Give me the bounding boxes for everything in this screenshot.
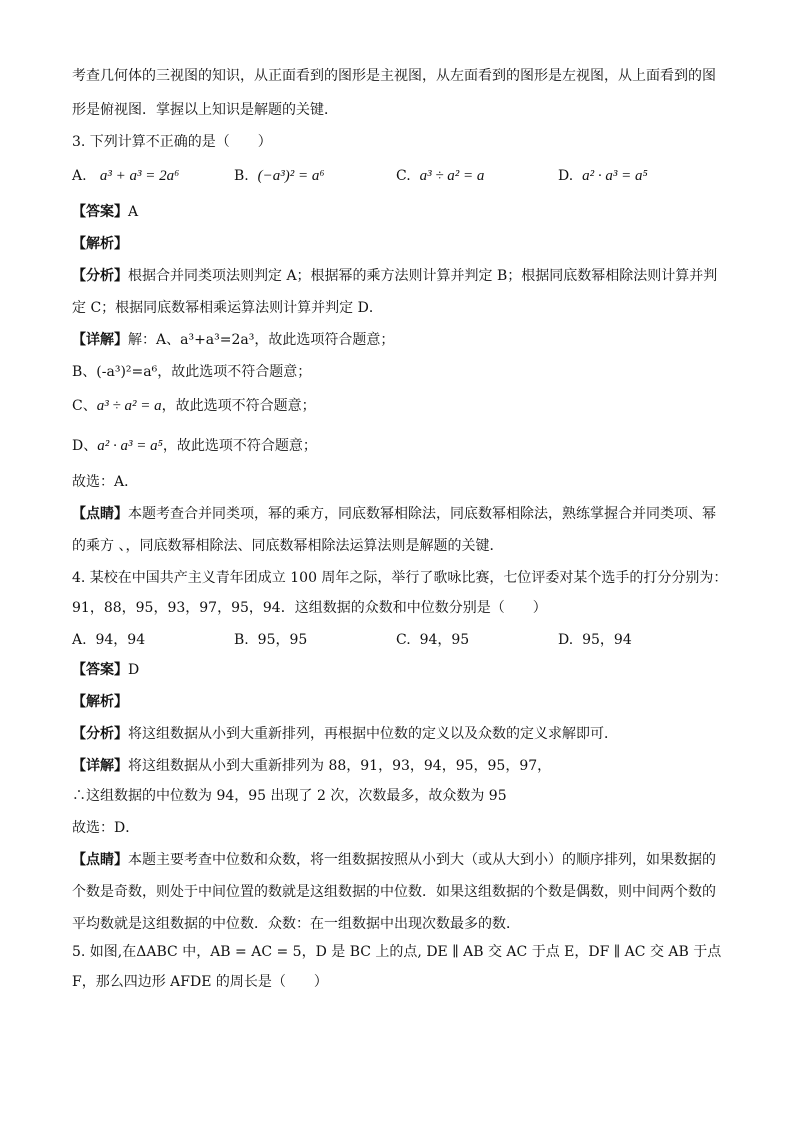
q3-option-b: B. (−a³)² = a⁶ bbox=[234, 168, 325, 184]
q3-comment-line-1: 【点睛】本题考查合并同类项，幂的乘方，同底数幂相除法，同底数幂相除法，熟练掌握合并同类项、幂 bbox=[72, 506, 716, 522]
q5-stem-line-2: F，那么四边形 AFDE 的周长是（ ） bbox=[72, 974, 328, 990]
q4-option-a: A. 94，94 bbox=[72, 632, 146, 648]
q4-therefore: ∴这组数据的中位数为 94，95 出现了 2 次，次数最多，故众数为 95 bbox=[72, 788, 507, 804]
q3-jiexi-heading: 【解析】 bbox=[72, 236, 128, 252]
q4-stem-line-1: 4. 某校在中国共产主义青年团成立 100 周年之际，举行了歌咏比赛，七位评委对某个选手的打分分别为： bbox=[72, 570, 728, 586]
q3-detail-line-1: 【详解】解：A、a³+a³=2a³，故此选项符合题意； bbox=[72, 332, 395, 348]
q4-choose: 故选：D． bbox=[72, 820, 140, 836]
q3-detail-line-c: C、a³ ÷ a² = a，故此选项不符合题意； bbox=[72, 398, 316, 414]
q4-analysis: 【分析】将这组数据从小到大重新排列，再根据中位数的定义以及众数的定义求解即可． bbox=[72, 726, 618, 742]
q3-answer: 【答案】A bbox=[72, 204, 139, 220]
q3-detail-line-d: D、a² · a³ = a⁵，故此选项不符合题意； bbox=[72, 438, 317, 454]
q4-comment-line-2: 个数是奇数，则处于中间位置的数就是这组数据的中位数．如果这组数据的个数是偶数，则中间两个数的 bbox=[72, 884, 716, 900]
q4-answer: 【答案】D bbox=[72, 662, 140, 678]
q3-analysis-line-1: 【分析】根据合并同类项法则判定 A；根据幂的乘方法则计算并判定 B；根据同底数幂相除法则计算并判 bbox=[72, 268, 718, 284]
intro-line-2: 形是俯视图．掌握以上知识是解题的关键． bbox=[72, 102, 338, 118]
q3-option-d: D. a² · a³ = a⁵ bbox=[558, 168, 648, 184]
q4-stem-line-2: 91，88，95，93，97，95，94．这组数据的众数和中位数分别是（ ） bbox=[72, 600, 547, 616]
q3-detail-line-b: B、(-a³)²=a⁶，故此选项不符合题意； bbox=[72, 364, 312, 380]
q3-option-a: A. a³ + a³ = 2a⁶ bbox=[72, 168, 180, 184]
q3-choose: 故选：A． bbox=[72, 474, 139, 490]
q3-analysis-line-2: 定 C；根据同底数幂相乘运算法则计算并判定 D． bbox=[72, 300, 383, 316]
q4-option-b: B. 95，95 bbox=[234, 632, 308, 648]
q4-detail: 【详解】将这组数据从小到大重新排列为 88，91，93，94，95，95，97， bbox=[72, 758, 552, 774]
q4-jiexi-heading: 【解析】 bbox=[72, 694, 128, 710]
intro-line-1: 考查几何体的三视图的知识，从正面看到的图形是主视图，从左面看到的图形是左视图，从上面看到的图 bbox=[72, 68, 716, 84]
q4-comment-line-1: 【点睛】本题主要考查中位数和众数，将一组数据按照从小到大（或从大到小）的顺序排列，如果数据的 bbox=[72, 852, 716, 868]
q3-stem: 3. 下列计算不正确的是（ ） bbox=[72, 134, 272, 150]
q4-option-d: D. 95，94 bbox=[558, 632, 632, 648]
q3-comment-line-2: 的乘方 、，同底数幂相除法、同底数幂相除法运算法则是解题的关键． bbox=[72, 538, 504, 554]
q3-option-c: C. a³ ÷ a² = a bbox=[396, 168, 485, 184]
q5-stem-line-1: 5. 如图,在ΔABC 中，AB = AC = 5，D 是 BC 上的点, DE ∥ AB 交 AC 于点 E，DF ∥ AC 交 AB 于点 bbox=[72, 944, 722, 960]
q4-comment-line-3: 平均数就是这组数据的中位数．众数：在一组数据中出现次数最多的数． bbox=[72, 916, 520, 932]
q4-option-c: C. 94，95 bbox=[396, 632, 470, 648]
